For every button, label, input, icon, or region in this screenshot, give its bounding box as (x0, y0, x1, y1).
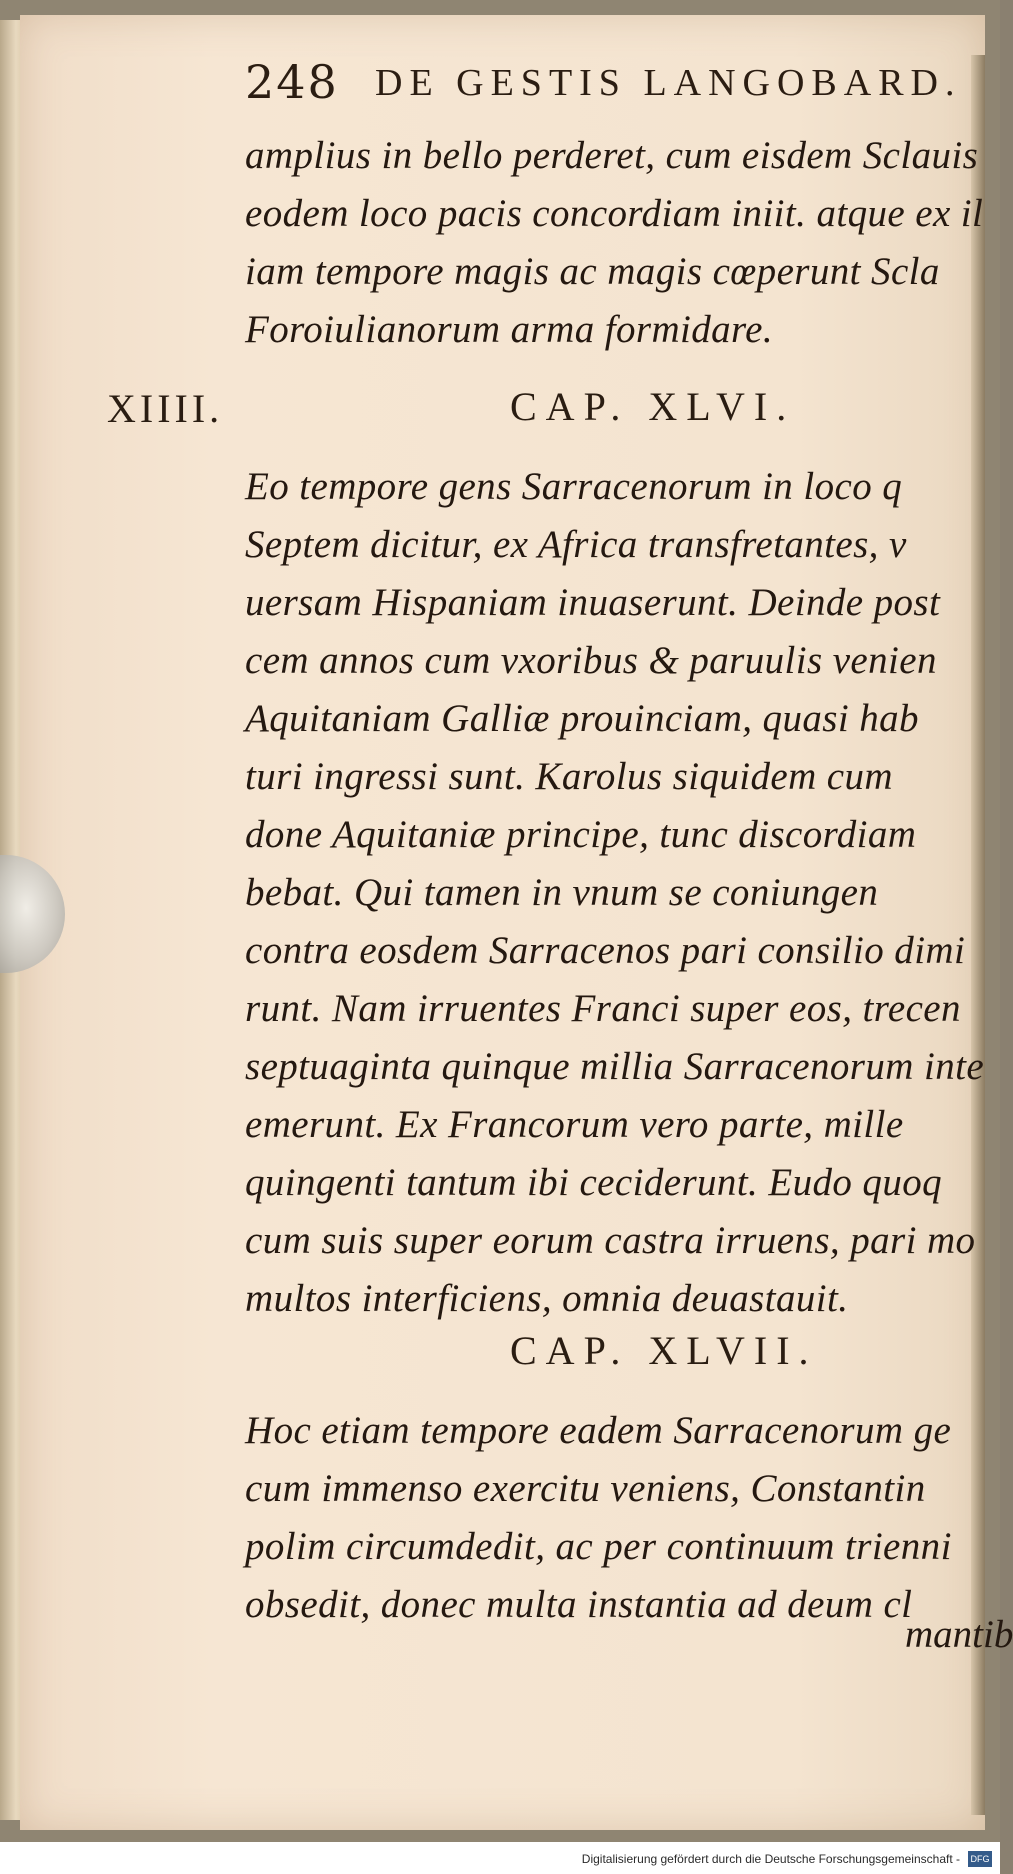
text-line: septuaginta quinque millia Sarracenorum inte (245, 1045, 985, 1088)
running-head: DE GESTIS LANGOBARD. (375, 62, 962, 104)
text-line: cum immenso exercitu veniens, Constantin (245, 1467, 926, 1510)
page-number: 248 (245, 55, 339, 109)
text-line: bebat. Qui tamen in vnum se coniungen (245, 871, 879, 914)
text-line: contra eosdem Sarracenos pari consilio dimi (245, 929, 966, 972)
text-line: uersam Hispaniam inuaserunt. Deinde post (245, 581, 941, 624)
text-line: Septem dicitur, ex Africa transfretantes, v (245, 523, 907, 566)
text-line: done Aquitaniæ principe, tunc discordiam (245, 813, 917, 856)
text-line: amplius in bello perderet, cum eisdem Sclauis (245, 134, 979, 177)
chapter-heading-47: CAP. XLVII. (510, 1328, 818, 1373)
funding-credit: Digitalisierung gefördert durch die Deutsche Forschungsgemeinschaft - (581, 1852, 960, 1866)
dfg-logo: DFG (968, 1851, 992, 1867)
margin-note: XIIII. (107, 386, 224, 431)
text-line: eodem loco pacis concordiam iniit. atque ex il (245, 192, 984, 235)
text-line: turi ingressi sunt. Karolus siquidem cum (245, 755, 893, 798)
text-line: quingenti tantum ibi ceciderunt. Eudo quoq (245, 1161, 943, 1204)
text-line: obsedit, donec multa instantia ad deum cl (245, 1583, 913, 1626)
text-line: cem annos cum vxoribus & paruulis venien (245, 639, 937, 682)
chapter-47-text (245, 1402, 985, 1634)
text-line: cum suis super eorum castra irruens, pari mo (245, 1219, 976, 1262)
text-line: runt. Nam irruentes Franci super eos, trecen (245, 987, 961, 1030)
text-line: polim circumdedit, ac per continuum trienni (245, 1525, 952, 1568)
text-line: multos interficiens, omnia deuastauit. (245, 1277, 849, 1320)
page-header (245, 55, 985, 125)
text-line: Eo tempore gens Sarracenorum in loco q (245, 465, 903, 508)
catchword: mantib (905, 1613, 1013, 1656)
chapter-46-text (245, 458, 985, 1328)
text-line: emerunt. Ex Francorum vero parte, mille (245, 1103, 904, 1146)
chapter-heading-46: CAP. XLVI. (510, 384, 796, 429)
text-line: Hoc etiam tempore eadem Sarracenorum ge (245, 1409, 952, 1452)
opening-text-block (245, 127, 985, 359)
text-line: Aquitaniam Galliæ prouinciam, quasi hab (245, 697, 919, 740)
text-line: iam tempore magis ac magis cœperunt Scla (245, 250, 940, 293)
digitization-footer (0, 1842, 1000, 1874)
text-line: Foroiulianorum arma formidare. (245, 308, 774, 351)
